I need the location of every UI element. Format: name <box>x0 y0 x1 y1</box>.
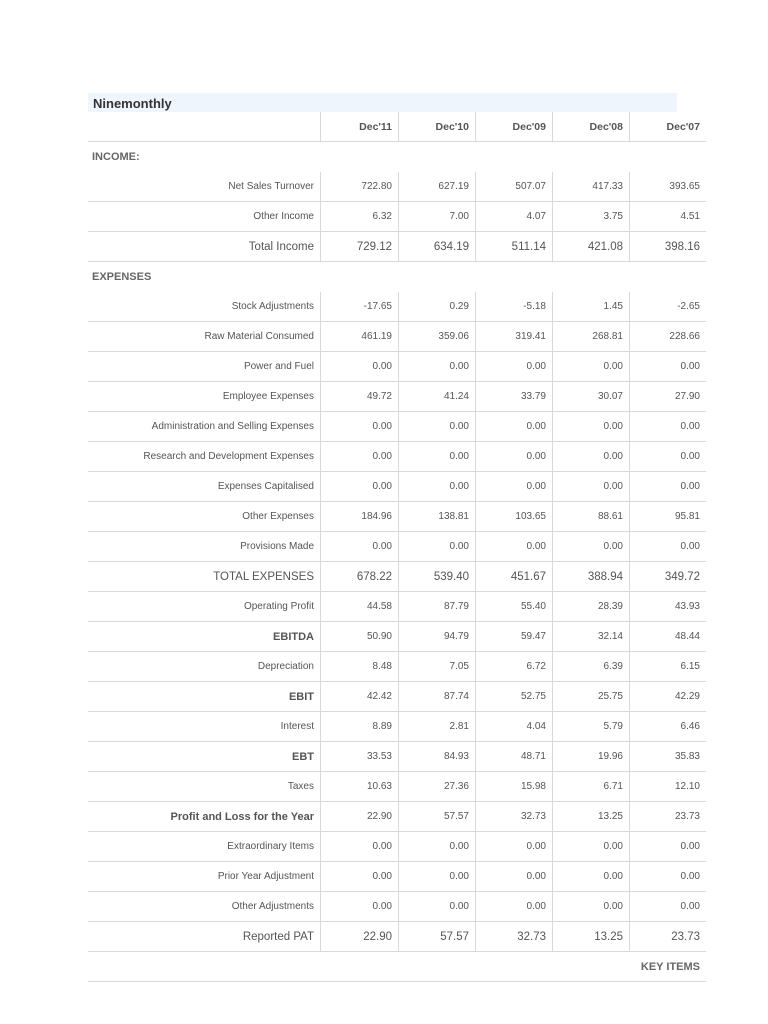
row-value: 88.61 <box>552 502 629 531</box>
table-row <box>88 862 706 892</box>
table-row <box>88 202 706 232</box>
row-value: 6.39 <box>552 652 629 681</box>
section-heading-expenses: EXPENSES <box>92 271 152 283</box>
row-value: 48.44 <box>629 622 706 651</box>
row-value: 678.22 <box>320 562 398 591</box>
section-expenses-row <box>88 262 706 292</box>
row-value: 0.00 <box>629 472 706 501</box>
table-row <box>88 682 706 712</box>
row-value: 138.81 <box>398 502 475 531</box>
row-value: 6.71 <box>552 772 629 801</box>
table-row <box>88 652 706 682</box>
table-row <box>88 592 706 622</box>
table-row <box>88 892 706 922</box>
row-value: 0.00 <box>629 412 706 441</box>
row-value: 0.00 <box>398 442 475 471</box>
row-label: Prior Year Adjustment <box>217 871 314 882</box>
row-value: 32.14 <box>552 622 629 651</box>
row-value: 6.32 <box>320 202 398 231</box>
table-row <box>88 712 706 742</box>
row-value: 5.79 <box>552 712 629 741</box>
row-label: Employee Expenses <box>222 391 314 402</box>
row-value: 0.00 <box>475 862 552 891</box>
row-label: EBIT <box>288 690 314 703</box>
row-value: 55.40 <box>475 592 552 621</box>
table-row-total-income <box>88 232 706 262</box>
row-value: 0.00 <box>475 412 552 441</box>
row-value: 0.00 <box>320 532 398 561</box>
row-value: 388.94 <box>552 562 629 591</box>
row-value: 421.08 <box>552 232 629 261</box>
row-value: 42.29 <box>629 682 706 711</box>
row-value: 228.66 <box>629 322 706 351</box>
row-label: TOTAL EXPENSES <box>213 570 314 583</box>
row-value: 0.00 <box>398 532 475 561</box>
row-value: 35.83 <box>629 742 706 771</box>
row-value: 0.00 <box>552 352 629 381</box>
table-row <box>88 622 706 652</box>
financial-table <box>88 112 706 982</box>
row-label: Power and Fuel <box>243 361 314 372</box>
row-value: 417.33 <box>552 172 629 201</box>
row-value: 0.00 <box>552 442 629 471</box>
row-label: Reported PAT <box>242 930 314 943</box>
row-value: -5.18 <box>475 292 552 321</box>
row-value: 349.72 <box>629 562 706 591</box>
row-value: 0.00 <box>629 352 706 381</box>
row-value: 2.81 <box>398 712 475 741</box>
row-value: 43.93 <box>629 592 706 621</box>
table-row <box>88 562 706 592</box>
row-value: 32.73 <box>475 922 552 951</box>
row-value: 0.00 <box>552 862 629 891</box>
row-value: 87.74 <box>398 682 475 711</box>
row-value: 10.63 <box>320 772 398 801</box>
row-value: 8.89 <box>320 712 398 741</box>
row-value: 0.00 <box>475 472 552 501</box>
row-value: 27.90 <box>629 382 706 411</box>
table-row <box>88 742 706 772</box>
row-value: 0.00 <box>398 472 475 501</box>
row-value: 729.12 <box>320 232 398 261</box>
row-label: Net Sales Turnover <box>228 181 314 192</box>
row-value: 30.07 <box>552 382 629 411</box>
row-value: 1.45 <box>552 292 629 321</box>
row-value: 722.80 <box>320 172 398 201</box>
row-value: 539.40 <box>398 562 475 591</box>
header-label-cell <box>88 112 320 141</box>
row-value: 451.67 <box>475 562 552 591</box>
table-row <box>88 772 706 802</box>
row-value: 627.19 <box>398 172 475 201</box>
row-value: 634.19 <box>398 232 475 261</box>
row-value: 22.90 <box>320 802 398 831</box>
row-value: -2.65 <box>629 292 706 321</box>
row-value: 0.00 <box>398 892 475 921</box>
table-row <box>88 382 706 412</box>
row-value: 0.00 <box>475 442 552 471</box>
row-value: 0.00 <box>552 892 629 921</box>
row-value: 57.57 <box>398 922 475 951</box>
row-label: EBITDA <box>273 630 314 643</box>
row-value: 393.65 <box>629 172 706 201</box>
table-row <box>88 172 706 202</box>
row-value: 4.04 <box>475 712 552 741</box>
row-value: 23.73 <box>629 802 706 831</box>
table-header-row <box>88 112 706 142</box>
row-value: 7.00 <box>398 202 475 231</box>
row-value: 87.79 <box>398 592 475 621</box>
row-value: 95.81 <box>629 502 706 531</box>
table-row <box>88 412 706 442</box>
row-label: Other Income <box>253 211 314 222</box>
table-row <box>88 502 706 532</box>
row-value: 0.00 <box>629 832 706 861</box>
expense-rows <box>88 292 706 952</box>
row-value: 7.05 <box>398 652 475 681</box>
row-value: 12.10 <box>629 772 706 801</box>
row-value: 0.00 <box>398 412 475 441</box>
row-value: 0.29 <box>398 292 475 321</box>
row-value: 27.36 <box>398 772 475 801</box>
row-value: 33.53 <box>320 742 398 771</box>
row-value: 13.25 <box>552 922 629 951</box>
table-row <box>88 532 706 562</box>
column-header: Dec'10 <box>398 112 475 141</box>
row-value: 0.00 <box>552 412 629 441</box>
row-value: 0.00 <box>475 892 552 921</box>
page-title: Ninemonthly <box>93 96 172 111</box>
row-label: Expenses Capitalised <box>217 481 314 492</box>
row-value: 0.00 <box>398 862 475 891</box>
row-label: EBT <box>292 750 314 763</box>
row-value: 398.16 <box>629 232 706 261</box>
row-value: 0.00 <box>475 832 552 861</box>
row-value: 0.00 <box>320 352 398 381</box>
row-value: 511.14 <box>475 232 552 261</box>
row-value: 50.90 <box>320 622 398 651</box>
row-value: 8.48 <box>320 652 398 681</box>
row-value: 25.75 <box>552 682 629 711</box>
row-value: 461.19 <box>320 322 398 351</box>
row-value: 0.00 <box>475 532 552 561</box>
table-row <box>88 802 706 832</box>
row-value: 0.00 <box>552 472 629 501</box>
row-label: Raw Material Consumed <box>204 331 314 342</box>
column-header: Dec'07 <box>629 112 706 141</box>
row-value: 0.00 <box>398 352 475 381</box>
table-row <box>88 442 706 472</box>
row-label: Other Expenses <box>242 511 314 522</box>
row-value: 48.71 <box>475 742 552 771</box>
row-value: 57.57 <box>398 802 475 831</box>
row-label: Provisions Made <box>240 541 314 552</box>
row-value: 84.93 <box>398 742 475 771</box>
row-value: 0.00 <box>320 892 398 921</box>
section-income-row <box>88 142 706 172</box>
row-value: 268.81 <box>552 322 629 351</box>
row-value: 359.06 <box>398 322 475 351</box>
row-label: Total Income <box>248 240 314 253</box>
row-value: 319.41 <box>475 322 552 351</box>
section-heading-income: INCOME: <box>92 151 140 163</box>
row-value: -17.65 <box>320 292 398 321</box>
table-row <box>88 922 706 952</box>
row-value: 0.00 <box>320 442 398 471</box>
row-value: 6.72 <box>475 652 552 681</box>
row-value: 0.00 <box>320 832 398 861</box>
row-value: 23.73 <box>629 922 706 951</box>
row-label: Operating Profit <box>243 601 314 612</box>
row-value: 4.51 <box>629 202 706 231</box>
row-value: 0.00 <box>629 892 706 921</box>
row-value: 6.15 <box>629 652 706 681</box>
column-header: Dec'08 <box>552 112 629 141</box>
row-value: 0.00 <box>629 862 706 891</box>
row-value: 0.00 <box>629 442 706 471</box>
row-value: 44.58 <box>320 592 398 621</box>
row-value: 0.00 <box>552 832 629 861</box>
row-label: Administration and Selling Expenses <box>151 421 314 432</box>
row-value: 49.72 <box>320 382 398 411</box>
row-value: 4.07 <box>475 202 552 231</box>
column-header: Dec'11 <box>320 112 398 141</box>
row-value: 3.75 <box>552 202 629 231</box>
row-value: 184.96 <box>320 502 398 531</box>
row-value: 42.42 <box>320 682 398 711</box>
table-row <box>88 292 706 322</box>
row-label: Stock Adjustments <box>231 301 314 312</box>
row-label: Other Adjustments <box>231 901 314 912</box>
row-label: Profit and Loss for the Year <box>170 810 314 823</box>
row-value: 0.00 <box>320 472 398 501</box>
row-value: 13.25 <box>552 802 629 831</box>
row-value: 0.00 <box>320 862 398 891</box>
row-value: 94.79 <box>398 622 475 651</box>
row-value: 0.00 <box>398 832 475 861</box>
row-label: Research and Development Expenses <box>143 451 314 462</box>
row-value: 15.98 <box>475 772 552 801</box>
row-value: 0.00 <box>475 352 552 381</box>
key-items-label: KEY ITEMS <box>640 960 700 973</box>
key-items-row <box>88 952 706 982</box>
row-value: 19.96 <box>552 742 629 771</box>
title-bar <box>88 93 677 112</box>
row-value: 33.79 <box>475 382 552 411</box>
table-row <box>88 832 706 862</box>
row-value: 0.00 <box>629 532 706 561</box>
table-row <box>88 322 706 352</box>
row-label: Taxes <box>287 781 314 792</box>
row-value: 22.90 <box>320 922 398 951</box>
row-label: Extraordinary Items <box>227 841 314 852</box>
row-value: 28.39 <box>552 592 629 621</box>
row-label: Interest <box>280 721 314 732</box>
row-value: 52.75 <box>475 682 552 711</box>
row-value: 0.00 <box>320 412 398 441</box>
row-value: 0.00 <box>552 532 629 561</box>
row-value: 507.07 <box>475 172 552 201</box>
row-label: Depreciation <box>257 661 314 672</box>
table-row <box>88 352 706 382</box>
row-value: 6.46 <box>629 712 706 741</box>
row-value: 59.47 <box>475 622 552 651</box>
row-value: 103.65 <box>475 502 552 531</box>
table-row <box>88 472 706 502</box>
column-header: Dec'09 <box>475 112 552 141</box>
row-value: 32.73 <box>475 802 552 831</box>
row-value: 41.24 <box>398 382 475 411</box>
